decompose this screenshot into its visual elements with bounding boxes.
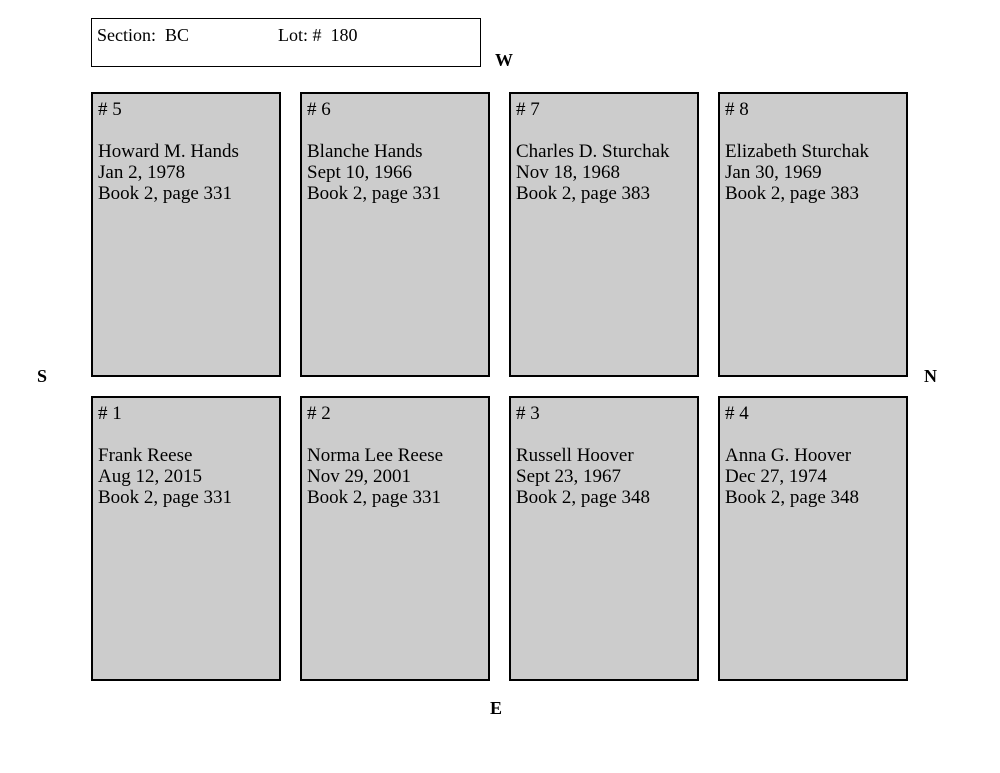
plot-number: # 3 xyxy=(516,403,540,424)
plot-4 xyxy=(718,396,908,681)
plot-number: # 8 xyxy=(725,99,749,120)
compass-north: N xyxy=(924,366,937,386)
plot-name: Elizabeth Sturchak xyxy=(725,141,870,162)
plot-record: Book 2, page 348 xyxy=(725,487,860,508)
plot-1 xyxy=(91,396,281,681)
plot-record: Book 2, page 331 xyxy=(307,183,442,204)
plot-record: Book 2, page 348 xyxy=(516,487,651,508)
plot-date: Sept 10, 1966 xyxy=(307,162,413,183)
plot-number: # 2 xyxy=(307,403,331,424)
plot-record: Book 2, page 383 xyxy=(725,183,860,204)
plot-5 xyxy=(91,92,281,377)
plot-name: Blanche Hands xyxy=(307,141,423,162)
plot-name: Howard M. Hands xyxy=(98,141,239,162)
plot-6 xyxy=(300,92,490,377)
plot-number: # 1 xyxy=(98,403,122,424)
plot-record: Book 2, page 331 xyxy=(98,487,233,508)
plot-number: # 5 xyxy=(98,99,122,120)
lot-label: Lot: # 180 xyxy=(278,25,358,45)
plot-number: # 6 xyxy=(307,99,331,120)
plot-date: Jan 2, 1978 xyxy=(98,162,186,183)
plot-name: Frank Reese xyxy=(98,445,193,466)
plot-number: # 7 xyxy=(516,99,540,120)
plot-date: Sept 23, 1967 xyxy=(516,466,622,487)
plot-record: Book 2, page 331 xyxy=(307,487,442,508)
plot-date: Dec 27, 1974 xyxy=(725,466,827,487)
plot-date: Aug 12, 2015 xyxy=(98,466,202,487)
compass-east: E xyxy=(490,698,503,718)
section-lot-header xyxy=(91,18,481,67)
plot-name: Anna G. Hoover xyxy=(725,445,852,466)
plot-name: Russell Hoover xyxy=(516,445,634,466)
plot-number: # 4 xyxy=(725,403,749,424)
plot-2 xyxy=(300,396,490,681)
plot-name: Charles D. Sturchak xyxy=(516,141,670,162)
plot-7 xyxy=(509,92,699,377)
plot-8 xyxy=(718,92,908,377)
plot-record: Book 2, page 331 xyxy=(98,183,233,204)
plot-date: Nov 29, 2001 xyxy=(307,466,411,487)
plot-date: Nov 18, 1968 xyxy=(516,162,620,183)
plot-record: Book 2, page 383 xyxy=(516,183,651,204)
compass-south: S xyxy=(37,366,48,386)
plot-3 xyxy=(509,396,699,681)
compass-west: W xyxy=(495,50,513,70)
section-label: Section: BC xyxy=(97,25,190,45)
plot-name: Norma Lee Reese xyxy=(307,445,444,466)
plot-date: Jan 30, 1969 xyxy=(725,162,822,183)
